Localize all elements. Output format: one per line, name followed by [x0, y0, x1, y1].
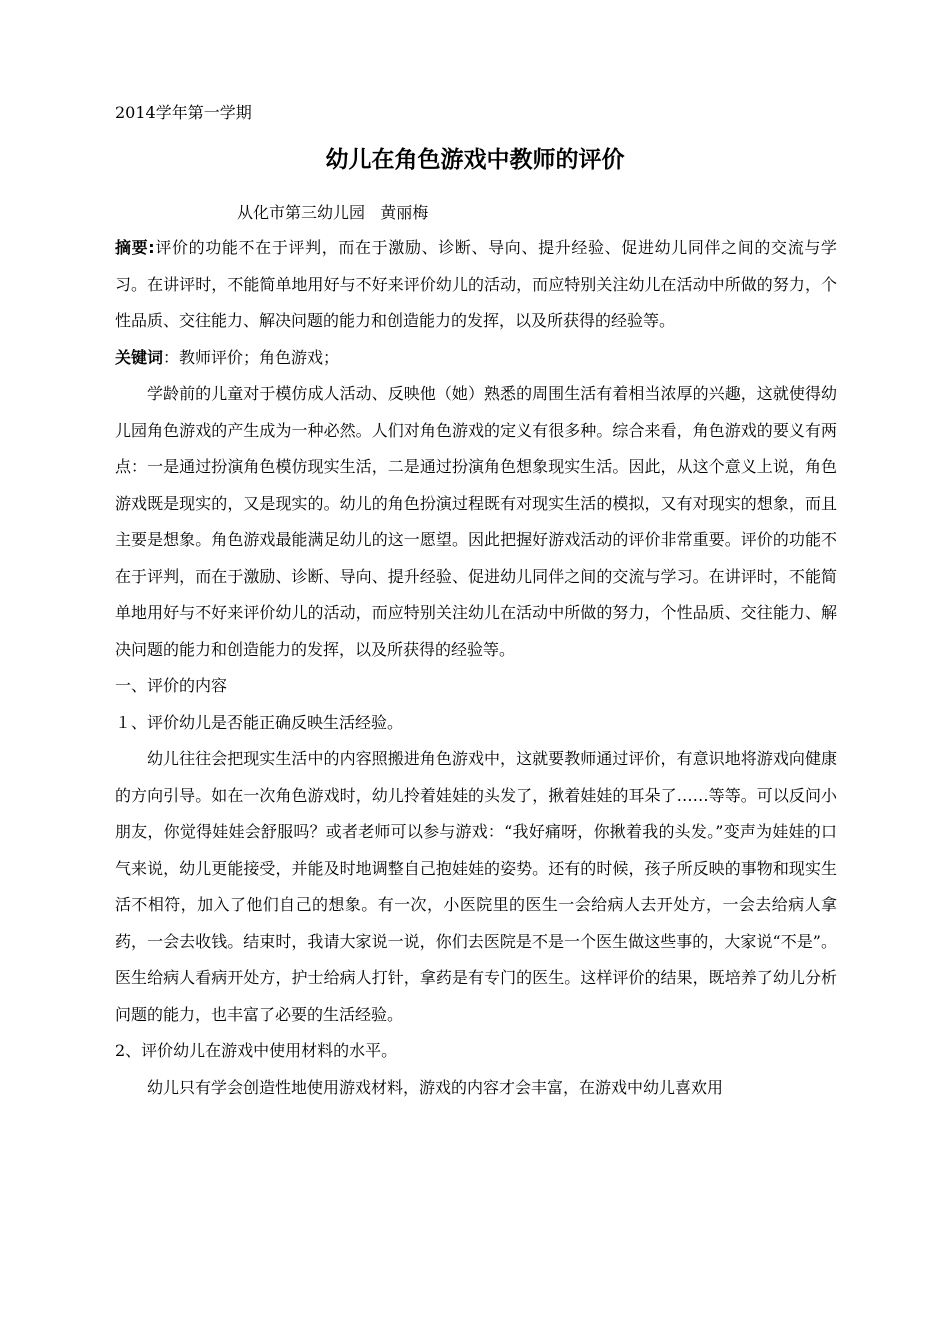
body-paragraph-2: 幼儿只有学会创造性地使用游戏材料，游戏的内容才会丰富，在游戏中幼儿喜欢用: [147, 1077, 724, 1097]
item-heading-2: 2、评价幼儿在游戏中使用材料的水平。: [115, 1041, 398, 1060]
author-line: 从化市第三幼儿园 黄丽梅: [237, 203, 429, 222]
document-body: [115, 230, 837, 1106]
abstract-paragraph: [115, 230, 837, 340]
keywords-text: ：教师评价；角色游戏；: [163, 347, 340, 367]
document-title: 幼儿在角色游戏中教师的评价: [325, 147, 625, 173]
body-paragraph-1: 幼儿往往会把现实生活中的内容照搬进角色游戏中，这就要教师通过评价，有意识地将游戏向健康的方向引导。如在一次角色游戏时，幼儿拎着娃娃的头发了，揪着娃娃的耳朵了……等等。可以反问小朋友，你觉得娃娃会舒服吗？或者老师可以参与游戏：“我好痛呀，你揪着我的头发。”变声为娃娃的口气来说，幼儿更能接受，并能及时地调整自己抱娃娃的姿势。还有的时候，孩子所反映的事物和现实生活不相符，加入了他们自己的想象。有一次，小医院里的医生一会给病人去开处方，一会去给病人拿药，一会去收钱。结束时，我请大家说一说，你们去医院是不是一个医生做这些事的，大家说“不是”。医生给病人看病开处方，护士给病人打针，拿药是有专门的医生。这样评价的结果，既培养了幼儿分析问题的能力，也丰富了必要的生活经验。: [115, 749, 837, 1024]
intro-paragraph: 学龄前的儿童对于模仿成人活动、反映他（她）熟悉的周围生活有着相当浓厚的兴趣，这就使得幼儿园角色游戏的产生成为一种必然。人们对角色游戏的定义有很多种。综合来看，角色游戏的要义有两点：一是通过扮演角色模仿现实生活，二是通过扮演角色想象现实生活。因此，从这个意义上说，角色游戏既是现实的，又是现实的。幼儿的角色扮演过程既有对现实生活的模拟，又有对现实的想象，而且主要是想象。角色游戏最能满足幼儿的这一愿望。因此把握好游戏活动的评价非常重要。评价的功能不在于评判，而在于激励、诊断、导向、提升经验、促进幼儿同伴之间的交流与学习。在讲评时，不能简单地用好与不好来评价幼儿的活动，而应特别关注幼儿在活动中所做的努力，个性品质、交往能力、解决问题的能力和创造能力的发挥，以及所获得的经验等。: [115, 384, 837, 659]
term-header: 2014学年第一学期: [115, 103, 252, 122]
abstract-label: 摘要:: [115, 238, 155, 257]
keywords-label: 关键词: [115, 347, 164, 367]
keywords-paragraph: [115, 340, 837, 377]
section-heading-1: 一、评价的内容: [115, 676, 228, 695]
abstract-text: 评价的功能不在于评判，而在于激励、诊断、导向、提升经验、促进幼儿同伴之间的交流与学习。在讲评时，不能简单地用好与不好来评价幼儿的活动，而应特别关注幼儿在活动中所做的努力，个性品质、交往能力、解决问题的能力和创造能力的发挥，以及所获得的经验等。: [115, 238, 837, 330]
item-heading-1: １、评价幼儿是否能正确反映生活经验。: [115, 712, 404, 732]
